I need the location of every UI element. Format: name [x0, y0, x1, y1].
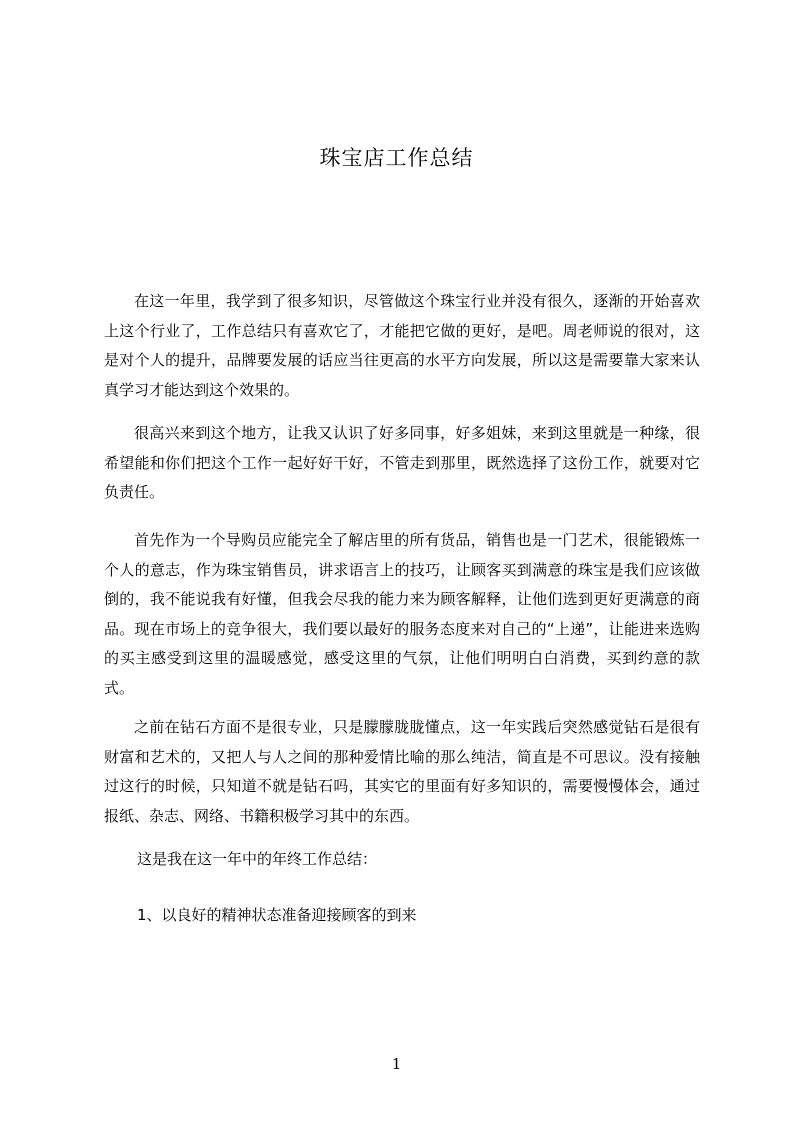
paragraph-3-block — [104, 526, 700, 703]
paragraph-4: 之前在钻石方面不是很专业，只是朦朦胧胧懂点，这一年实践后突然感觉钻石是很有财富和艺术的，又把人与人之间的那种爱情比喻的那么纯洁，简直是不可思议。没有接触过这行的时候，只知道不就是钻石吗，其实它的里面有好多知识的，需要慢慢体会，通过报纸、杂志、网络、书籍积极学习其中的东西。 — [104, 718, 700, 825]
paragraph-2: 很高兴来到这个地方，让我又认识了好多同事，好多姐妹，来到这里就是一种缘，很希望能和你们把这个工作一起好好干好，不管走到那里，既然选择了这份工作，就要对它负责任。 — [104, 424, 700, 501]
summary-intro: 这是我在这一年中的年终工作总结： — [137, 850, 378, 868]
paragraph-1-block — [104, 287, 700, 405]
list-item-1: 1、以良好的精神状态准备迎接顾客的到来 — [137, 906, 417, 924]
document-title: 珠宝店工作总结 — [319, 146, 474, 170]
paragraph-2-block — [104, 419, 700, 508]
paragraph-1: 在这一年里，我学到了很多知识，尽管做这个珠宝行业并没有很久，逐渐的开始喜欢上这个行业了，工作总结只有喜欢它了，才能把它做的更好，是吧。周老师说的很对，这是对个人的提升，品牌要发展的话应当往更高的水平方向发展，所以这是需要靠大家来认真学习才能达到这个效果的。 — [104, 292, 700, 399]
paragraph-4-block — [104, 713, 700, 831]
page-number: 1 — [391, 1055, 402, 1073]
paragraph-3: 首先作为一个导购员应能完全了解店里的所有货品，销售也是一门艺术，很能锻炼一个人的意志，作为珠宝销售员，讲求语言上的技巧，让顾客买到满意的珠宝是我们应该做倒的，我不能说我有好懂，但我会尽我的能力来为顾客解释，让他们选到更好更满意的商品。现在市场上的竞争很大，我们要以最好的服务态度来对自己的“上递”，让能进来选购的买主感受到这里的温暖感觉，感受这里的气氛，让他们明明白白消费，买到约意的款式。 — [104, 531, 700, 697]
